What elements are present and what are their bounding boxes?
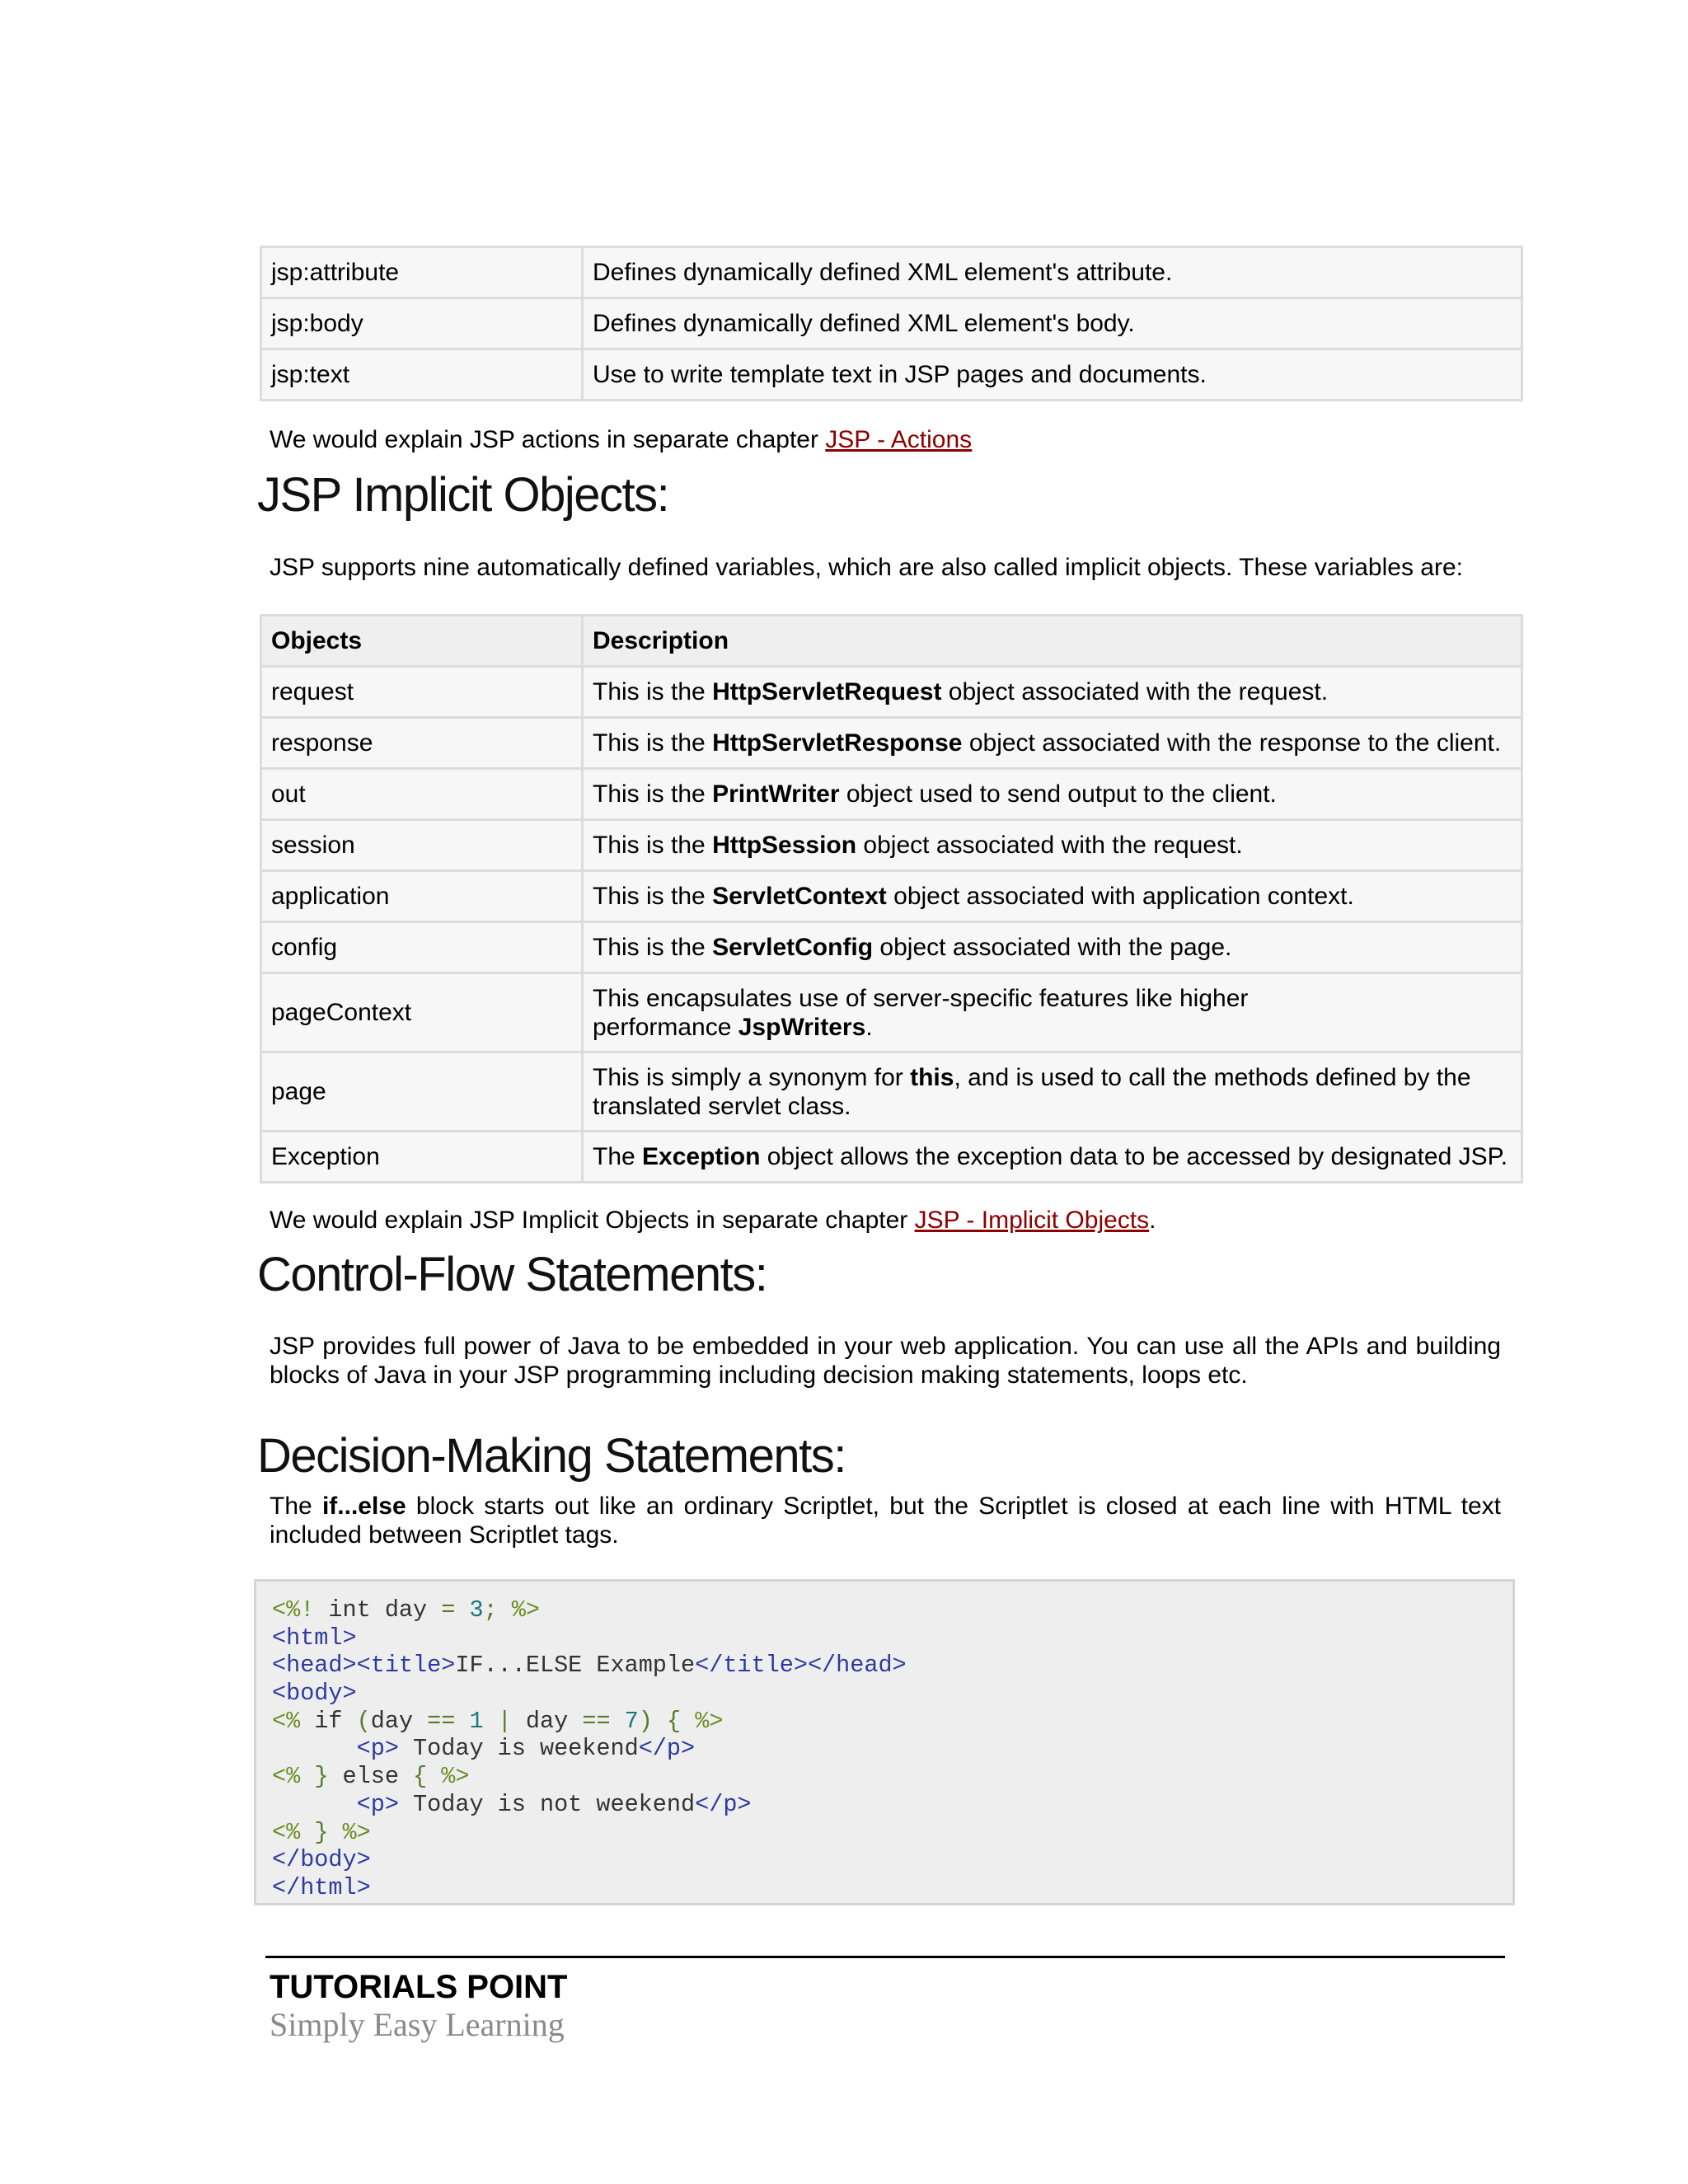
code-line: <% } else { %> bbox=[272, 1763, 470, 1791]
code-line: <p> Today is weekend</p> bbox=[356, 1735, 696, 1763]
decision-making-heading: Decision-Making Statements: bbox=[257, 1429, 846, 1483]
code-line: <head><title>IF...ELSE Example</title></head> bbox=[272, 1652, 907, 1680]
table-row bbox=[261, 718, 1522, 769]
object-description: This is the PrintWriter object used to send output to the client. bbox=[583, 769, 1522, 820]
action-name: jsp:text bbox=[261, 349, 583, 401]
jsp-actions-link[interactable]: JSP - Actions bbox=[825, 426, 973, 453]
implicit-objects-table bbox=[260, 614, 1523, 1183]
object-description: This is the HttpServletRequest object associated with the request. bbox=[583, 667, 1522, 718]
code-line: <p> Today is not weekend</p> bbox=[356, 1790, 752, 1818]
object-name: pageContext bbox=[261, 973, 583, 1052]
object-description: This is simply a synonym for this, and is used to call the methods defined by the translated servlet class. bbox=[583, 1052, 1522, 1132]
object-description: This is the ServletConfig object associated with the page. bbox=[583, 922, 1522, 973]
footer-divider bbox=[265, 1956, 1505, 1958]
object-name: response bbox=[261, 718, 583, 769]
object-name: Exception bbox=[261, 1132, 583, 1183]
code-line: <html> bbox=[272, 1624, 357, 1652]
action-name: jsp:body bbox=[261, 298, 583, 349]
object-name: out bbox=[261, 769, 583, 820]
code-line: <body> bbox=[272, 1680, 357, 1708]
object-description: This is the HttpServletResponse object associated with the response to the client. bbox=[583, 718, 1522, 769]
object-name: config bbox=[261, 922, 583, 973]
object-name: request bbox=[261, 667, 583, 718]
action-name: jsp:attribute bbox=[261, 247, 583, 298]
footer-subtitle: Simply Easy Learning bbox=[270, 2006, 565, 2043]
object-description: This encapsulates use of server-specific features like higher performance JspWriters. bbox=[583, 973, 1522, 1052]
table-row bbox=[261, 349, 1522, 401]
object-name: session bbox=[261, 820, 583, 871]
action-description: Use to write template text in JSP pages and documents. bbox=[583, 349, 1522, 401]
implicit-objects-heading: JSP Implicit Objects: bbox=[257, 468, 669, 522]
footer-title: TUTORIALS POINT bbox=[270, 1969, 568, 2005]
table-row bbox=[261, 769, 1522, 820]
action-description: Defines dynamically defined XML element's body. bbox=[583, 298, 1522, 349]
table-row bbox=[261, 820, 1522, 871]
implicit-intro: JSP supports nine automatically defined variables, which are also called implicit objects. These variables are: bbox=[270, 554, 1463, 581]
header-objects: Objects bbox=[261, 616, 583, 667]
code-line: <%! int day = 3; %> bbox=[272, 1596, 541, 1624]
if-else-keyword: if...else bbox=[321, 1493, 406, 1520]
table-row bbox=[261, 667, 1522, 718]
actions-note bbox=[270, 425, 1501, 454]
table-header-row bbox=[261, 616, 1522, 667]
actions-note-text: We would explain JSP actions in separate chapter bbox=[270, 426, 826, 453]
object-description: This is the ServletContext object associated with application context. bbox=[583, 871, 1522, 922]
table-row bbox=[261, 871, 1522, 922]
table-row bbox=[261, 247, 1522, 298]
code-line: <% if (day == 1 | day == 7) { %> bbox=[272, 1707, 724, 1735]
code-line: <% } %> bbox=[272, 1818, 371, 1846]
code-block bbox=[254, 1579, 1515, 1905]
table-row bbox=[261, 1132, 1522, 1183]
object-name: application bbox=[261, 871, 583, 922]
object-description: This is the HttpSession object associated with the request. bbox=[583, 820, 1522, 871]
decision-making-text: The if...else block starts out like an ordinary Scriptlet, but the Scriptlet is closed at each line with HTML text included between Scriptlet tags. bbox=[270, 1493, 1501, 1549]
table-row bbox=[261, 298, 1522, 349]
action-description: Defines dynamically defined XML element's attribute. bbox=[583, 247, 1522, 298]
object-name: page bbox=[261, 1052, 583, 1132]
control-flow-text: JSP provides full power of Java to be embedded in your web application. You can use all the APIs and building blocks of Java in your JSP programming including decision making statements, loops etc. bbox=[270, 1333, 1501, 1389]
code-line: </html> bbox=[272, 1873, 371, 1901]
code-line: </body> bbox=[272, 1846, 371, 1874]
implicit-note: We would explain JSP Implicit Objects in separate chapter JSP - Implicit Objects. bbox=[270, 1207, 1156, 1234]
table-row bbox=[261, 973, 1522, 1052]
control-flow-heading: Control-Flow Statements: bbox=[257, 1248, 767, 1301]
implicit-note-text: We would explain JSP Implicit Objects in separate chapter bbox=[270, 1207, 915, 1234]
actions-table bbox=[260, 246, 1523, 401]
table-row bbox=[261, 1052, 1522, 1132]
jsp-implicit-objects-link[interactable]: JSP - Implicit Objects bbox=[914, 1207, 1150, 1234]
table-row bbox=[261, 922, 1522, 973]
header-description: Description bbox=[583, 616, 1522, 667]
object-description: The Exception object allows the exception data to be accessed by designated JSP. bbox=[583, 1132, 1522, 1183]
